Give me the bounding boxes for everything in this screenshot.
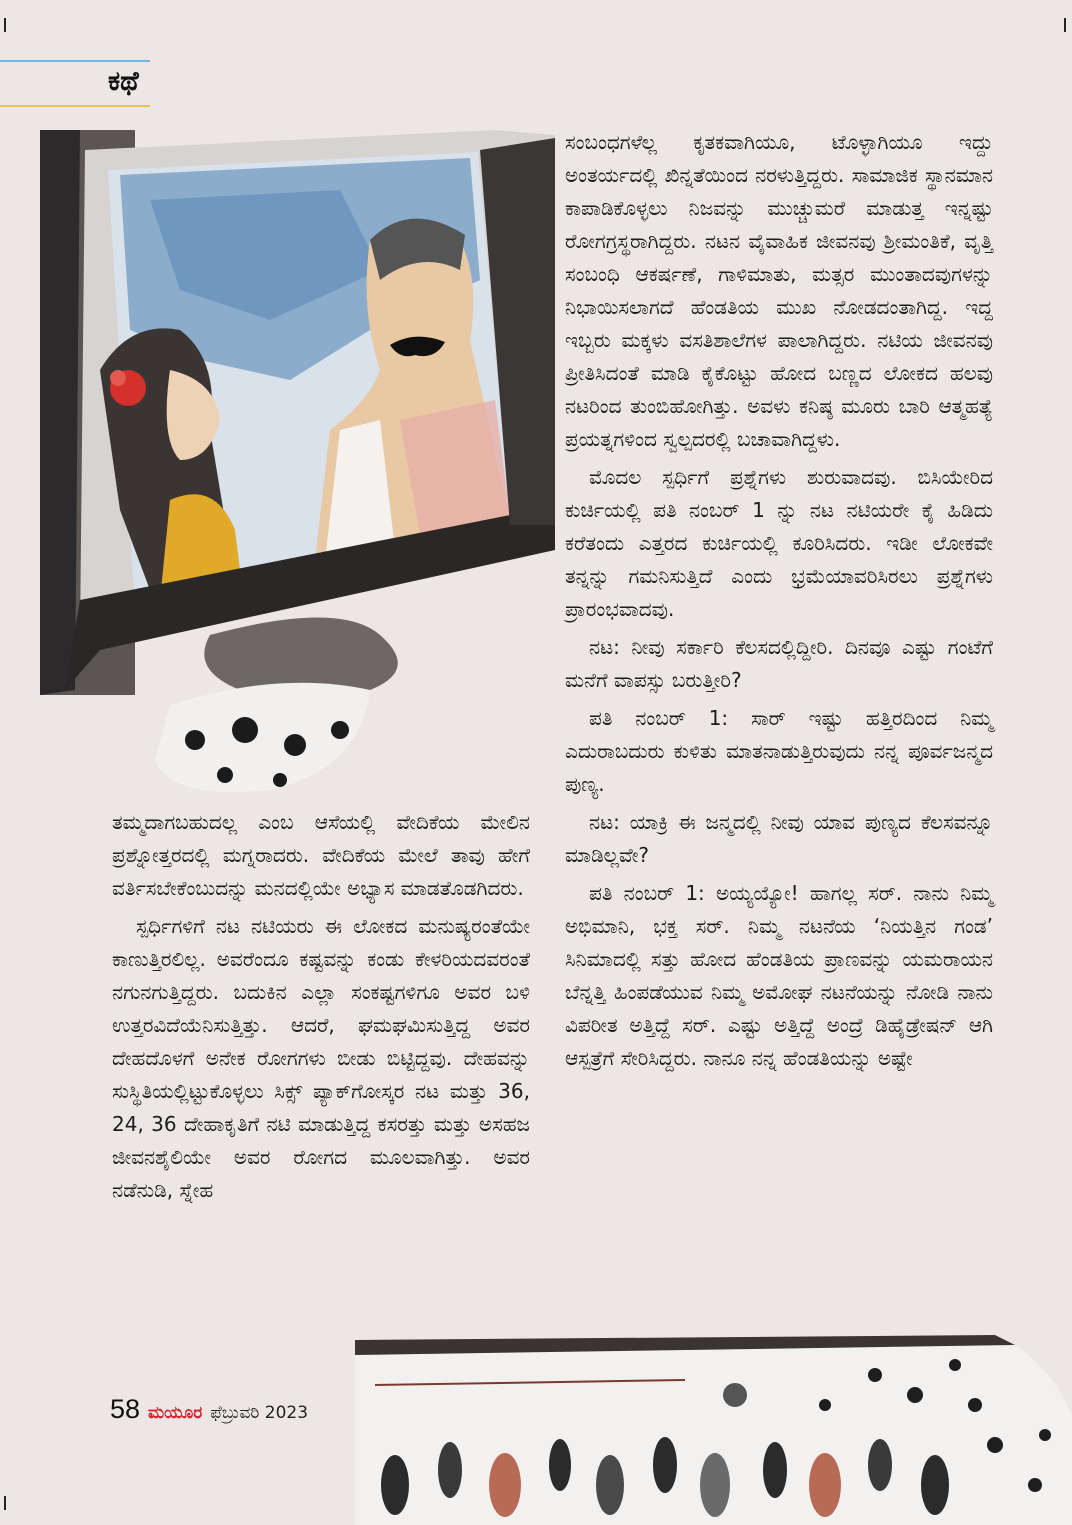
paragraph: ಮೊದಲ ಸ್ಪರ್ಧಿಗೆ ಪ್ರಶ್ನೆಗಳು ಶುರುವಾದವು. ಬಿಸಿಯೇರಿದ ಕುರ್ಚಿಯಲ್ಲಿ ಪತಿ ನಂಬರ್ 1 ನ್ನು ನಟ ನಟಿಯರೇ ಕೈ ಹಿಡಿದು ಕರೆತಂದು ಎತ್ತರದ ಕುರ್ಚಿಯಲ್ಲಿ ಕೂರಿಸಿದರು. ಇಡೀ ಲೋಕವೇ ತನ್ನನ್ನು ಗಮನಿಸುತ್ತಿದೆ ಎಂದು ಭ್ರಮೆಯಾವರಿಸಿರಲು ಪ್ರಶ್ನೆಗಳು ಪ್ರಾರಂಭವಾದವು.	[565, 465, 993, 621]
crop-mark	[1064, 18, 1066, 32]
page-footer	[110, 1394, 308, 1425]
section-label: ಕಥೆ	[108, 66, 139, 97]
left-column	[112, 806, 530, 1212]
right-column	[565, 126, 993, 1080]
paragraph: ತಮ್ಮದಾಗಬಹುದಲ್ಲ ಎಂಬ ಆಸೆಯಲ್ಲಿ ವೇದಿಕೆಯ ಮೇಲಿನ ಪ್ರಶ್ನೋತ್ತರದಲ್ಲಿ ಮಗ್ನರಾದರು. ವೇದಿಕೆಯ ಮೇಲೆ ತಾವು ಹೇಗೆ ವರ್ತಿಸಬೇಕೆಂಬುದನ್ನು ಮನದಲ್ಲಿಯೇ ಅಭ್ಯಾಸ ಮಾಡತೊಡಗಿದರು.	[112, 810, 530, 900]
crop-mark	[4, 1496, 6, 1510]
audience-illustration	[355, 1335, 1072, 1525]
paragraph: ನಟ: ನೀವು ಸರ್ಕಾರಿ ಕೆಲಸದಲ್ಲಿದ್ದೀರಿ. ದಿನವೂ ಎಷ್ಟು ಗಂಟೆಗೆ ಮನೆಗೆ ವಾಪಸ್ಸು ಬರುತ್ತೀರಿ?	[565, 635, 993, 692]
issue-date: ಫೆಬ್ರುವರಿ 2023	[210, 1403, 309, 1423]
paragraph: ಸ್ಪರ್ಧಿಗಳಿಗೆ ನಟ ನಟಿಯರು ಈ ಲೋಕದ ಮನುಷ್ಯರಂತೆಯೇ ಕಾಣುತ್ತಿರಲಿಲ್ಲ. ಅವರೆಂದೂ ಕಷ್ಟವನ್ನು ಕಂಡು ಕೇಳರಿಯದವರಂತೆ ನಗುನಗುತ್ತಿದ್ದರು. ಬದುಕಿನ ಎಲ್ಲಾ ಸಂಕಷ್ಟಗಳಿಗೂ ಅವರ ಬಳಿ ಉತ್ತರವಿದೆಯೆನಿಸುತ್ತಿತ್ತು. ಆದರೆ, ಘಮಘಮಿಸುತ್ತಿದ್ದ ಅವರ ದೇಹದೊಳಗೆ ಅನೇಕ ರೋಗಗಳು ಬೀಡು ಬಿಟ್ಟಿದ್ದವು. ದೇಹವನ್ನು ಸುಸ್ಥಿತಿಯಲ್ಲಿಟ್ಟುಕೊಳ್ಳಲು ಸಿಕ್ಸ್ ಪ್ಯಾಕ್‌ಗೋಸ್ಕರ ನಟ ಮತ್ತು 36, 24, 36 ದೇಹಾಕೃತಿಗೆ ನಟಿ ಮಾಡುತ್ತಿದ್ದ ಕಸರತ್ತು ಮತ್ತು ಅಸಹಜ ಜೀವನಶೈಲಿಯೇ ಅವರ ರೋಗದ ಮೂಲವಾಗಿತ್ತು. ಅವರ ನಡೆನುಡಿ, ಸ್ನೇಹ	[112, 914, 530, 1202]
crop-mark	[4, 18, 6, 32]
header-rule-blue	[0, 60, 150, 62]
paragraph: ಪತಿ ನಂಬರ್ 1: ಅಯ್ಯಯ್ಯೋ! ಹಾಗಲ್ಲ ಸರ್. ನಾನು ನಿಮ್ಮ ಅಭಿಮಾನಿ, ಭಕ್ತ ಸರ್. ನಿಮ್ಮ ನಟನೆಯ ‘ನಿಯತ್ತಿನ ಗಂಡ’ ಸಿನಿಮಾದಲ್ಲಿ ಸತ್ತು ಹೋದ ಹೆಂಡತಿಯ ಪ್ರಾಣವನ್ನು ಯಮರಾಯನ ಬೆನ್ನತ್ತಿ ಹಿಂಪಡೆಯುವ ನಿಮ್ಮ ಅಮೋಘ ನಟನೆಯನ್ನು ನೋಡಿ ನಾನು ವಿಪರೀತ ಅತ್ತಿದ್ದೆ ಸರ್. ಎಷ್ಟು ಅತ್ತಿದ್ದೆ ಅಂದ್ರೆ ಡಿಹೈಡ್ರೇಷನ್ ಆಗಿ ಆಸ್ಪತ್ರೆಗೆ ಸೇರಿಸಿದ್ದರು. ನಾನೂ ನನ್ನ ಹೆಂಡತಿಯನ್ನು ಅಷ್ಟೇ	[565, 881, 993, 1070]
page-number: 58	[110, 1394, 141, 1424]
paragraph: ಸಂಬಂಧಗಳೆಲ್ಲ ಕೃತಕವಾಗಿಯೂ, ಟೊಳ್ಳಾಗಿಯೂ ಇದ್ದು ಅಂತರ್ಯದಲ್ಲಿ ಖಿನ್ನತೆಯಿಂದ ನರಳುತ್ತಿದ್ದರು. ಸಾಮಾಜಿಕ ಸ್ಥಾನಮಾನ ಕಾಪಾಡಿಕೊಳ್ಳಲು ನಿಜವನ್ನು ಮುಚ್ಚುಮರೆ ಮಾಡುತ್ತ ಇನ್ನಷ್ಟು ರೋಗಗ್ರಸ್ಥರಾಗಿದ್ದರು. ನಟನ ವೈವಾಹಿಕ ಜೀವನವು ಶ್ರೀಮಂತಿಕೆ, ವೃತ್ತಿ ಸಂಬಂಧಿ ಆಕರ್ಷಣೆ, ಗಾಳಿಮಾತು, ಮತ್ಸರ ಮುಂತಾದವುಗಳನ್ನು ನಿಭಾಯಿಸಲಾಗದೆ ಹೆಂಡತಿಯ ಮುಖ ನೋಡದಂತಾಗಿದ್ದ. ಇದ್ದ ಇಬ್ಬರು ಮಕ್ಕಳು ವಸತಿಶಾಲೆಗಳ ಪಾಲಾಗಿದ್ದರು. ನಟಿಯ ಜೀವನವು ಪ್ರೀತಿಸಿದಂತೆ ಮಾಡಿ ಕೈಕೊಟ್ಟು ಹೋದ ಬಣ್ಣದ ಲೋಕದ ಹಲವು ನಟರಿಂದ ತುಂಬಿಹೋಗಿತ್ತು. ಅವಳು ಕನಿಷ್ಠ ಮೂರು ಬಾರಿ ಆತ್ಮಹತ್ಯೆ ಪ್ರಯತ್ನಗಳಿಂದ ಸ್ವಲ್ಪದರಲ್ಲಿ ಬಚಾವಾಗಿದ್ದಳು.	[565, 130, 993, 451]
header-rule-yellow	[0, 105, 150, 107]
magazine-name: ಮಯೂರ	[148, 1403, 203, 1423]
paragraph: ಪತಿ ನಂಬರ್ 1: ಸಾರ್ ಇಷ್ಟು ಹತ್ತಿರದಿಂದ ನಿಮ್ಮ ಎದುರಾಬದುರು ಕುಳಿತು ಮಾತನಾಡುತ್ತಿರುವುದು ನನ್ನ ಪೂರ್ವಜನ್ಮದ ಪುಣ್ಯ.	[565, 706, 993, 796]
paragraph: ನಟ: ಯಾಕ್ರಿ ಈ ಜನ್ಮದಲ್ಲಿ ನೀವು ಯಾವ ಪುಣ್ಯದ ಕೆಲಸವನ್ನೂ ಮಾಡಿಲ್ಲವೇ?	[565, 810, 993, 867]
tv-couple-illustration	[40, 130, 555, 800]
